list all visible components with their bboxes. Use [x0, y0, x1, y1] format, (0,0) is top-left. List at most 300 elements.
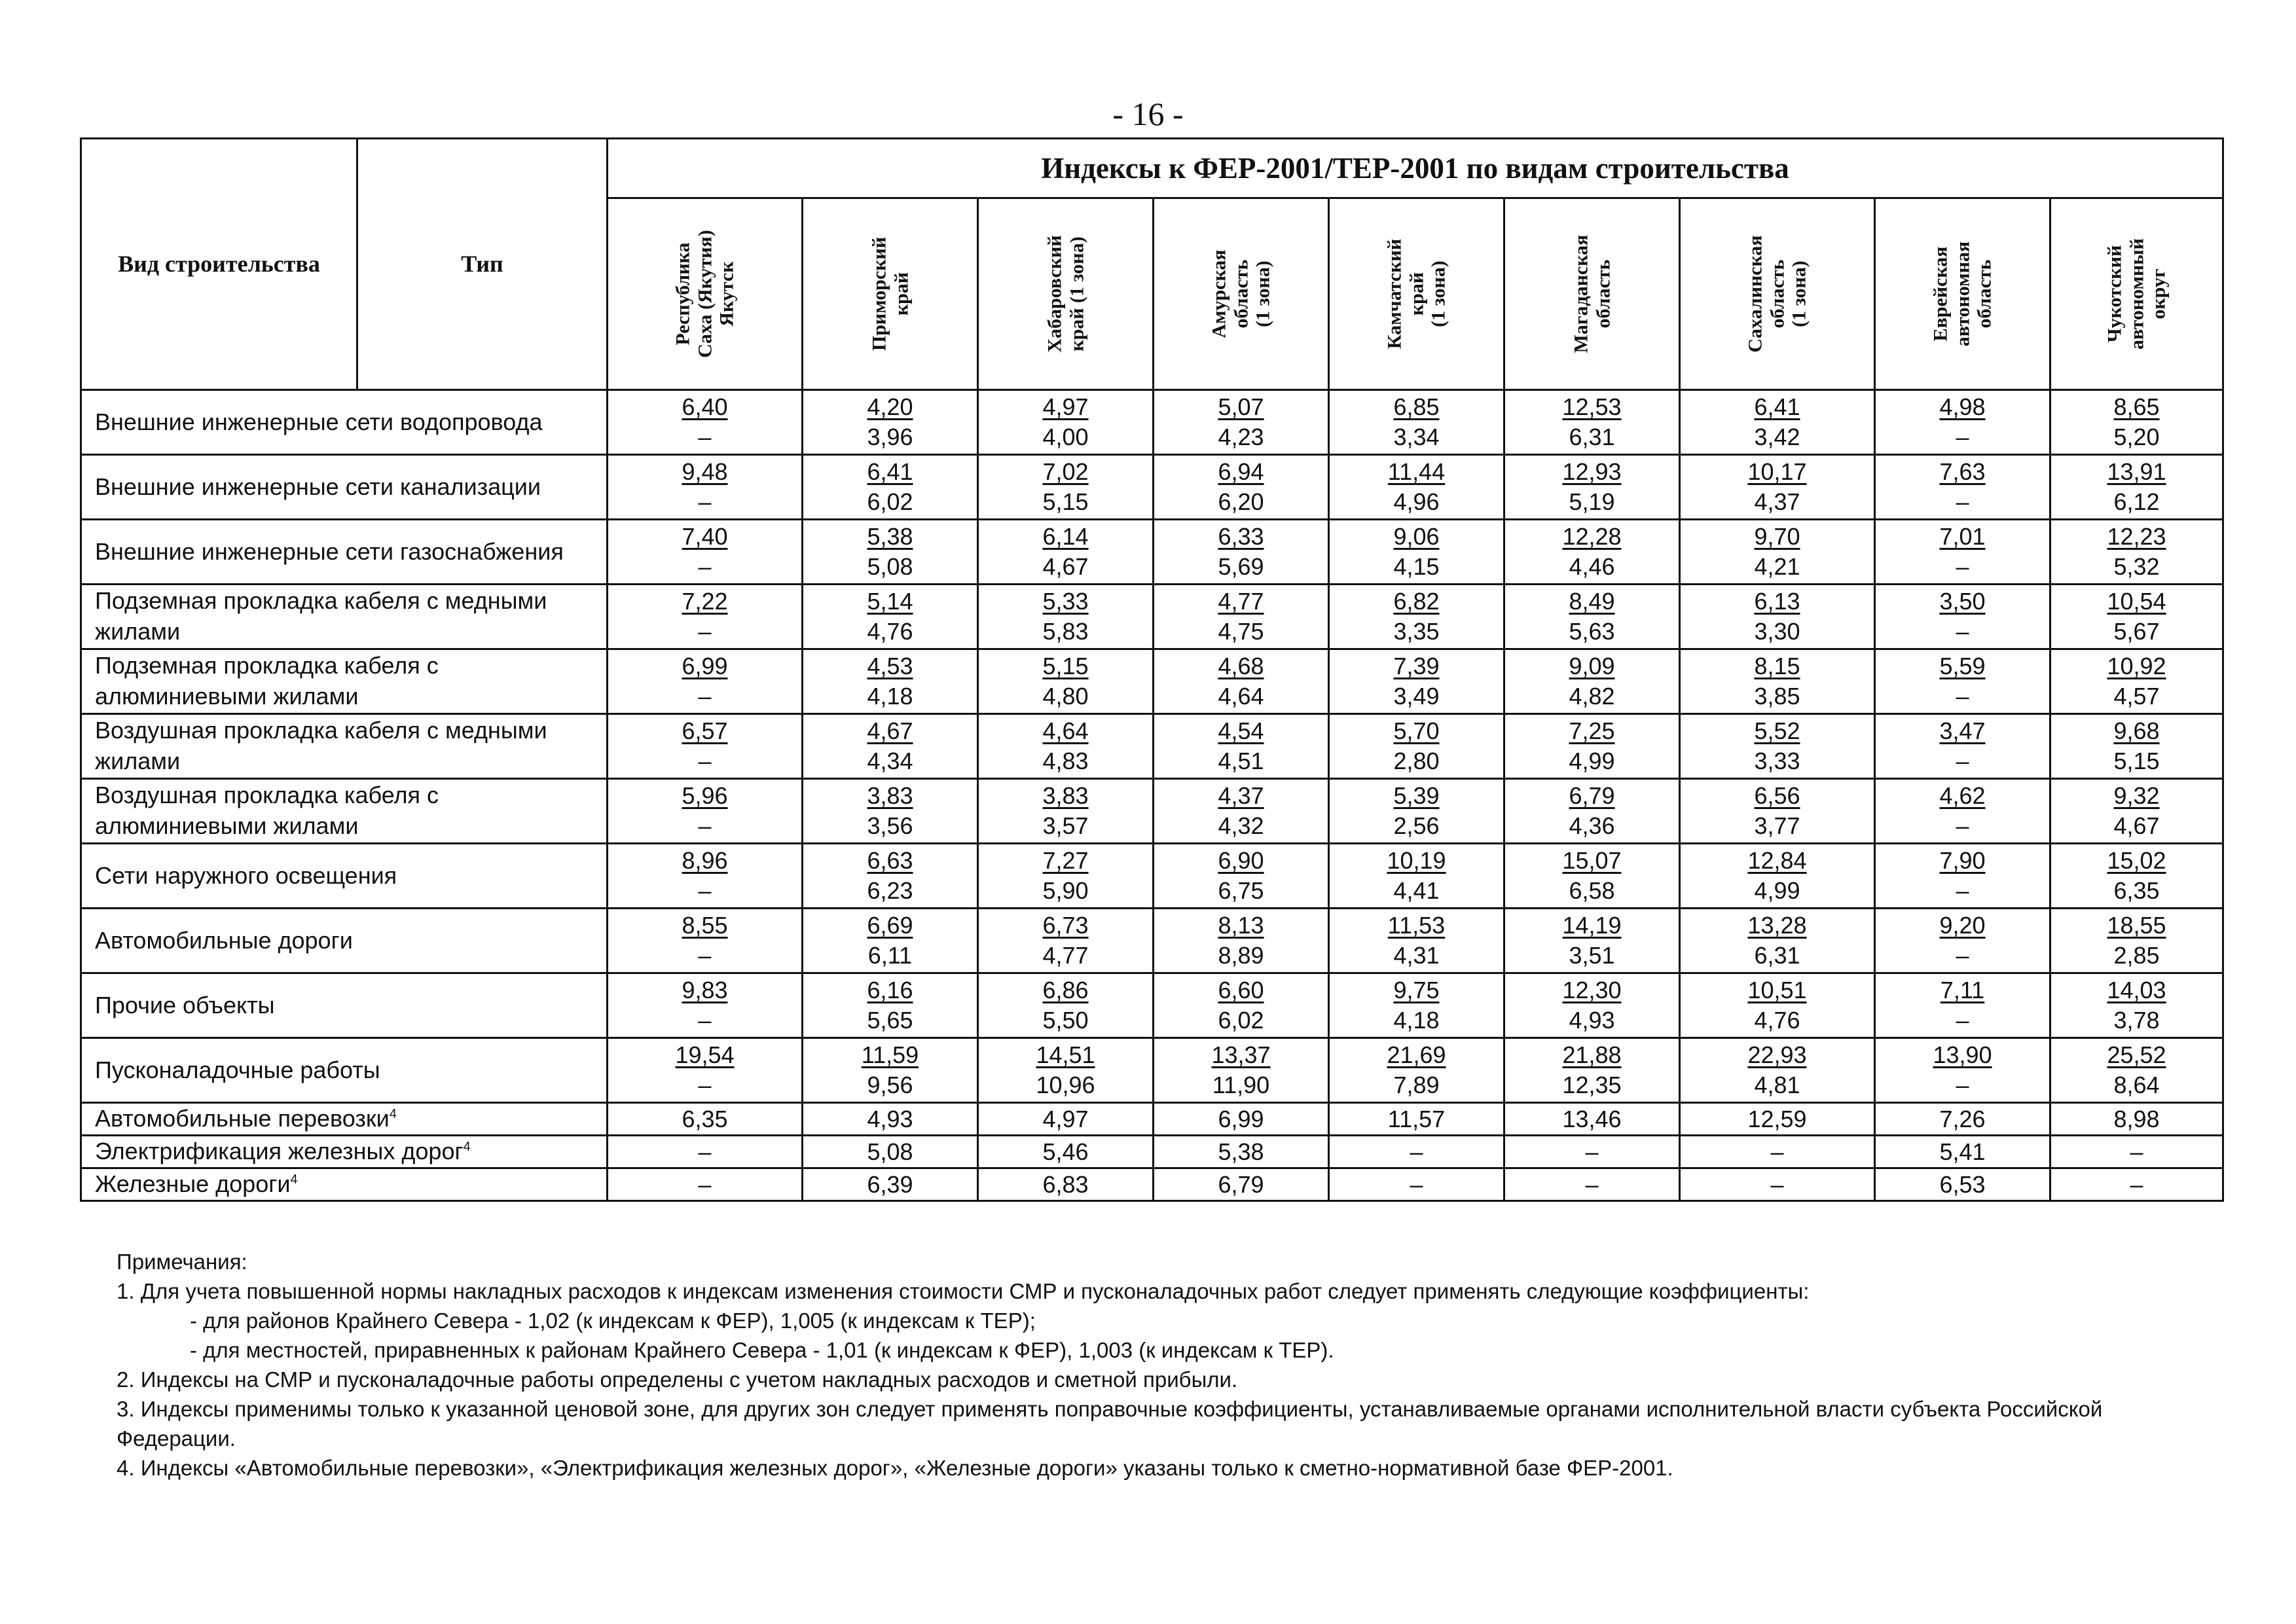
index-cell — [608, 714, 803, 779]
index-cell — [1329, 909, 1504, 973]
row-label — [81, 1136, 608, 1168]
index-ter-value: 5,83 — [1042, 618, 1089, 645]
index-cell — [1504, 909, 1680, 973]
index-cell — [978, 779, 1154, 844]
index-cell — [1875, 1168, 2050, 1201]
region-header — [1329, 198, 1504, 390]
index-value: 5,38 — [1218, 1138, 1264, 1165]
row-label — [81, 973, 608, 1038]
index-fer-value: 8,15 — [1754, 653, 1800, 679]
index-fer-value: 6,94 — [1218, 458, 1264, 485]
index-fer-value: 25,52 — [2107, 1041, 2166, 1068]
index-cell — [1680, 844, 1875, 909]
index-cell — [803, 1136, 978, 1168]
index-cell — [1680, 1168, 1875, 1201]
index-fer-value: 5,07 — [1218, 393, 1264, 420]
region-header — [803, 198, 978, 390]
index-cell — [978, 973, 1154, 1038]
region-header-label: Амурская область (1 зона) — [1208, 249, 1274, 338]
index-cell — [1329, 649, 1504, 714]
index-cell — [2050, 779, 2223, 844]
index-fer-value: 10,92 — [2107, 653, 2166, 679]
index-cell — [2050, 390, 2223, 455]
index-ter-value: 6,23 — [867, 877, 913, 904]
index-fer-value: 5,14 — [867, 588, 913, 615]
index-value: 5,46 — [1042, 1138, 1089, 1165]
index-fer-value: 6,86 — [1042, 977, 1089, 1003]
row-label-text: Автомобильные перевозки — [95, 1105, 390, 1132]
region-header-label: Приморский край — [867, 236, 912, 352]
index-fer-value: 4,64 — [1042, 717, 1089, 744]
index-cell — [1680, 390, 1875, 455]
index-fer-value: 4,67 — [867, 717, 913, 744]
index-fer-value: 6,79 — [1569, 782, 1615, 809]
row-label-text: Пусконаладочные работы — [95, 1056, 380, 1083]
header-kind: Вид строительства — [81, 139, 357, 390]
index-cell — [803, 779, 978, 844]
index-fer-value: 12,30 — [1562, 977, 1622, 1003]
index-ter-value: – — [1956, 812, 1969, 839]
index-ter-value: – — [698, 812, 712, 839]
index-value: 6,83 — [1042, 1170, 1089, 1198]
index-ter-value: 6,02 — [867, 488, 913, 515]
index-ter-value: – — [698, 877, 712, 904]
index-cell — [1329, 1168, 1504, 1201]
index-cell — [803, 585, 978, 649]
index-ter-value: 4,81 — [1754, 1072, 1800, 1098]
index-ter-value: 4,21 — [1754, 553, 1800, 580]
index-fer-value: 9,06 — [1393, 523, 1440, 550]
index-ter-value: 4,57 — [2113, 683, 2160, 710]
index-fer-value: 8,49 — [1569, 588, 1615, 615]
index-value: – — [698, 1138, 712, 1165]
index-ter-value: 4,96 — [1393, 488, 1440, 515]
table-row — [81, 973, 2223, 1038]
index-fer-value: 6,16 — [867, 977, 913, 1003]
index-cell — [1154, 779, 1329, 844]
index-cell — [1504, 585, 1680, 649]
index-fer-value: 6,14 — [1042, 523, 1089, 550]
page-number: - 16 - — [1112, 96, 1184, 132]
index-cell — [1680, 1038, 1875, 1103]
row-label — [81, 1038, 608, 1103]
index-ter-value: 6,58 — [1569, 877, 1615, 904]
index-ter-value: 9,56 — [867, 1072, 913, 1098]
index-ter-value: 12,35 — [1562, 1072, 1622, 1098]
index-ter-value: 5,08 — [867, 553, 913, 580]
index-ter-value: 4,15 — [1393, 553, 1440, 580]
index-cell — [1875, 520, 2050, 585]
index-cell — [608, 1168, 803, 1201]
index-ter-value: 4,00 — [1042, 424, 1089, 450]
row-label — [81, 779, 608, 844]
index-cell — [1504, 455, 1680, 520]
index-cell — [1329, 1038, 1504, 1103]
index-fer-value: 3,47 — [1939, 717, 1986, 744]
region-header — [1504, 198, 1680, 390]
index-cell — [608, 1103, 803, 1136]
index-cell — [803, 1103, 978, 1136]
row-label-text: Прочие объекты — [95, 991, 275, 1019]
header-main-title: Индексы к ФЕР-2001/ТЕР-2001 по видам строительства — [608, 139, 2223, 198]
index-cell — [1504, 844, 1680, 909]
index-value: 4,93 — [867, 1105, 913, 1132]
region-header-label: Сахалинская область (1 зона) — [1744, 235, 1810, 353]
index-ter-value: – — [698, 424, 712, 450]
index-ter-value: 4,37 — [1754, 488, 1800, 515]
row-label — [81, 714, 608, 779]
index-cell — [1154, 649, 1329, 714]
index-ter-value: – — [1956, 1007, 1969, 1034]
index-value: 6,53 — [1939, 1170, 1986, 1198]
index-fer-value: 12,23 — [2107, 523, 2166, 550]
index-cell — [1504, 779, 1680, 844]
index-ter-value: 4,76 — [1754, 1007, 1800, 1034]
index-cell — [1680, 779, 1875, 844]
index-cell — [1154, 844, 1329, 909]
index-ter-value: – — [698, 1072, 712, 1098]
index-cell — [1680, 520, 1875, 585]
index-cell — [608, 779, 803, 844]
index-cell — [1154, 1038, 1329, 1103]
index-ter-value: 3,35 — [1393, 618, 1440, 645]
index-cell — [1875, 1038, 2050, 1103]
index-ter-value: – — [1956, 877, 1969, 904]
index-ter-value: – — [698, 748, 712, 774]
region-header-label: Магаданская область — [1569, 234, 1614, 353]
index-ter-value: 4,83 — [1042, 748, 1089, 774]
index-ter-value: 3,30 — [1754, 618, 1800, 645]
index-cell — [608, 649, 803, 714]
index-fer-value: 13,28 — [1747, 912, 1807, 939]
note-2: 2. Индексы на СМР и пусконаладочные работы определены с учетом накладных расходов и сметной прибыли. — [117, 1367, 1238, 1392]
index-cell — [978, 1136, 1154, 1168]
index-value: 4,97 — [1042, 1105, 1089, 1132]
index-fer-value: 12,84 — [1747, 847, 1807, 874]
index-fer-value: 14,03 — [2107, 977, 2166, 1003]
index-fer-value: 3,83 — [1042, 782, 1089, 809]
region-header — [978, 198, 1154, 390]
index-ter-value: 10,96 — [1036, 1072, 1095, 1098]
index-ter-value: 6,12 — [2113, 488, 2160, 515]
index-fer-value: 6,57 — [682, 717, 728, 744]
index-fer-value: 4,53 — [867, 653, 913, 679]
index-ter-value: 4,18 — [1393, 1007, 1440, 1034]
index-cell — [1680, 909, 1875, 973]
index-cell — [2050, 714, 2223, 779]
region-header — [1875, 198, 2050, 390]
index-ter-value: 3,34 — [1393, 424, 1440, 450]
index-ter-value: 2,56 — [1393, 812, 1440, 839]
index-value: – — [1770, 1170, 1784, 1198]
index-fer-value: 4,77 — [1218, 588, 1264, 615]
index-cell — [2050, 520, 2223, 585]
index-cell — [2050, 909, 2223, 973]
index-cell — [1680, 649, 1875, 714]
index-fer-value: 12,53 — [1562, 393, 1622, 420]
notes — [117, 1247, 2212, 1483]
index-cell — [608, 909, 803, 973]
index-fer-value: 12,93 — [1562, 458, 1622, 485]
index-ter-value: – — [1956, 942, 1969, 969]
index-cell — [608, 844, 803, 909]
index-cell — [1680, 1136, 1875, 1168]
index-value: – — [1585, 1170, 1599, 1198]
index-ter-value: 4,36 — [1569, 812, 1615, 839]
index-ter-value: 4,80 — [1042, 683, 1089, 710]
index-cell — [1504, 390, 1680, 455]
note-1a: - для районов Крайнего Севера - 1,02 (к индексам к ФЕР), 1,005 (к индексам к ТЕР); — [190, 1308, 1036, 1333]
index-ter-value: 5,20 — [2113, 424, 2160, 450]
index-cell — [1154, 455, 1329, 520]
index-ter-value: 4,31 — [1393, 942, 1440, 969]
index-ter-value: – — [698, 683, 712, 710]
table-row — [81, 1038, 2223, 1103]
index-fer-value: 9,75 — [1393, 977, 1440, 1003]
index-fer-value: 4,62 — [1939, 782, 1986, 809]
index-fer-value: 8,65 — [2113, 393, 2160, 420]
row-label — [81, 649, 608, 714]
row-label-text: Воздушная прокладка кабеля с алюминиевыми жилами — [95, 782, 439, 839]
index-ter-value: 3,49 — [1393, 683, 1440, 710]
index-cell — [608, 455, 803, 520]
index-cell — [608, 1038, 803, 1103]
index-ter-value: 4,67 — [2113, 812, 2160, 839]
index-ter-value: 6,31 — [1569, 424, 1615, 450]
index-fer-value: 21,88 — [1562, 1041, 1622, 1068]
index-cell — [1504, 714, 1680, 779]
index-ter-value: 8,64 — [2113, 1072, 2160, 1098]
index-fer-value: 9,83 — [682, 977, 728, 1003]
index-cell — [2050, 1038, 2223, 1103]
index-cell — [1154, 585, 1329, 649]
index-ter-value: 4,75 — [1218, 618, 1264, 645]
region-header — [2050, 198, 2223, 390]
index-cell — [1154, 520, 1329, 585]
index-ter-value: 5,50 — [1042, 1007, 1089, 1034]
index-cell — [2050, 455, 2223, 520]
index-fer-value: 6,85 — [1393, 393, 1440, 420]
table-row — [81, 649, 2223, 714]
index-cell — [1329, 714, 1504, 779]
index-cell — [2050, 585, 2223, 649]
index-fer-value: 6,63 — [867, 847, 913, 874]
index-cell — [978, 1103, 1154, 1136]
index-cell — [978, 649, 1154, 714]
region-header — [608, 198, 803, 390]
index-ter-value: 4,99 — [1569, 748, 1615, 774]
index-cell — [978, 1038, 1154, 1103]
index-value: 6,99 — [1218, 1105, 1264, 1132]
index-cell — [1504, 1168, 1680, 1201]
index-cell — [978, 390, 1154, 455]
index-ter-value: 2,80 — [1393, 748, 1440, 774]
index-cell — [1680, 973, 1875, 1038]
index-fer-value: 10,17 — [1747, 458, 1807, 485]
table-row — [81, 520, 2223, 585]
index-cell — [1680, 714, 1875, 779]
index-fer-value: 7,40 — [682, 523, 728, 550]
index-fer-value: 9,68 — [2113, 717, 2160, 744]
row-label-text: Автомобильные дороги — [95, 926, 353, 954]
index-cell — [1154, 390, 1329, 455]
index-ter-value: 8,89 — [1218, 942, 1264, 969]
index-fer-value: 6,69 — [867, 912, 913, 939]
index-cell — [608, 585, 803, 649]
index-cell — [978, 844, 1154, 909]
index-fer-value: 9,48 — [682, 458, 728, 485]
index-fer-value: 4,54 — [1218, 717, 1264, 744]
index-fer-value: 6,40 — [682, 393, 728, 420]
index-fer-value: 5,59 — [1939, 653, 1986, 679]
index-value: 6,39 — [867, 1170, 913, 1198]
index-value: – — [1410, 1170, 1423, 1198]
table-row — [81, 390, 2223, 455]
row-label — [81, 585, 608, 649]
index-cell — [608, 520, 803, 585]
row-label-text: Внешние инженерные сети канализации — [95, 473, 541, 500]
index-fer-value: 15,07 — [1562, 847, 1622, 874]
index-ter-value: 3,77 — [1754, 812, 1800, 839]
row-label — [81, 520, 608, 585]
table-header — [81, 139, 2223, 390]
index-fer-value: 13,91 — [2107, 458, 2166, 485]
row-label-text: Электрификация железных дорог — [95, 1138, 464, 1165]
index-cell — [1329, 585, 1504, 649]
index-cell — [1875, 649, 2050, 714]
index-fer-value: 6,90 — [1218, 847, 1264, 874]
index-ter-value: 4,64 — [1218, 683, 1264, 710]
index-cell — [1154, 909, 1329, 973]
table-row — [81, 1136, 2223, 1168]
index-fer-value: 7,02 — [1042, 458, 1089, 485]
row-label — [81, 455, 608, 520]
index-cell — [608, 390, 803, 455]
index-fer-value: 4,68 — [1218, 653, 1264, 679]
index-ter-value: 3,51 — [1569, 942, 1615, 969]
index-ter-value: 6,02 — [1218, 1007, 1264, 1034]
index-value: 12,59 — [1747, 1105, 1807, 1132]
table-row — [81, 779, 2223, 844]
index-ter-value: 5,69 — [1218, 553, 1264, 580]
region-header-label: Хабаровский край (1 зона) — [1043, 235, 1087, 353]
index-ter-value: 4,34 — [867, 748, 913, 774]
index-cell — [1154, 973, 1329, 1038]
index-fer-value: 11,53 — [1387, 912, 1446, 939]
index-fer-value: 7,11 — [1940, 977, 1985, 1003]
index-fer-value: 13,90 — [1933, 1041, 1992, 1068]
index-cell — [1680, 1103, 1875, 1136]
index-cell — [803, 844, 978, 909]
index-fer-value: 4,97 — [1042, 393, 1089, 420]
index-fer-value: 7,39 — [1393, 653, 1440, 679]
index-ter-value: 5,63 — [1569, 618, 1615, 645]
index-cell — [1875, 844, 2050, 909]
index-fer-value: 14,19 — [1562, 912, 1622, 939]
index-ter-value: 2,85 — [2113, 942, 2160, 969]
index-ter-value: – — [1956, 1072, 1969, 1098]
index-cell — [1329, 973, 1504, 1038]
row-label-text: Воздушная прокладка кабеля с медными жилами — [95, 717, 547, 774]
index-fer-value: 7,90 — [1939, 847, 1986, 874]
index-fer-value: 4,37 — [1218, 782, 1264, 809]
index-fer-value: 11,59 — [861, 1041, 919, 1068]
index-cell — [1504, 1038, 1680, 1103]
index-ter-value: 4,23 — [1218, 424, 1264, 450]
index-ter-value: 4,99 — [1754, 877, 1800, 904]
index-cell — [1154, 714, 1329, 779]
index-fer-value: 22,93 — [1747, 1041, 1807, 1068]
index-fer-value: 10,54 — [2107, 588, 2166, 615]
index-fer-value: 9,32 — [2113, 782, 2160, 809]
index-ter-value: – — [698, 1007, 712, 1034]
index-fer-value: 5,38 — [867, 523, 913, 550]
index-cell — [1875, 390, 2050, 455]
footnote-mark: 4 — [463, 1140, 471, 1155]
index-fer-value: 6,13 — [1754, 588, 1800, 615]
index-ter-value: 3,33 — [1754, 748, 1800, 774]
index-cell — [803, 1168, 978, 1201]
table-body — [81, 390, 2223, 1201]
row-label — [81, 909, 608, 973]
region-header — [1154, 198, 1329, 390]
index-value: – — [2130, 1138, 2143, 1165]
index-fer-value: 7,27 — [1042, 847, 1089, 874]
index-ter-value: 5,90 — [1042, 877, 1089, 904]
index-value: 7,26 — [1939, 1105, 1986, 1132]
index-value: 5,41 — [1939, 1138, 1986, 1165]
index-ter-value: 3,78 — [2113, 1007, 2160, 1034]
region-header — [1680, 198, 1875, 390]
index-value: – — [1585, 1138, 1599, 1165]
index-fer-value: 6,33 — [1218, 523, 1264, 550]
index-fer-value: 9,09 — [1569, 653, 1615, 679]
index-fer-value: 5,70 — [1393, 717, 1440, 744]
table-row — [81, 909, 2223, 973]
index-cell — [2050, 649, 2223, 714]
index-cell — [978, 585, 1154, 649]
index-cell — [1504, 1136, 1680, 1168]
table-row — [81, 1168, 2223, 1201]
index-ter-value: 3,57 — [1042, 812, 1089, 839]
index-cell — [1504, 649, 1680, 714]
index-ter-value: 6,11 — [867, 942, 913, 969]
index-fer-value: 12,28 — [1562, 523, 1622, 550]
index-ter-value: – — [1956, 748, 1969, 774]
index-cell — [1154, 1136, 1329, 1168]
row-label — [81, 844, 608, 909]
index-cell — [2050, 973, 2223, 1038]
index-cell — [1504, 520, 1680, 585]
index-cell — [1329, 455, 1504, 520]
index-ter-value: 4,93 — [1569, 1007, 1615, 1034]
region-header-label: Камчатский край (1 зона) — [1383, 238, 1449, 350]
table-row — [81, 714, 2223, 779]
index-fer-value: 10,19 — [1387, 847, 1446, 874]
index-value: – — [1770, 1138, 1784, 1165]
index-cell — [1154, 1103, 1329, 1136]
index-cell — [1875, 909, 2050, 973]
row-label-text: Подземная прокладка кабеля с алюминиевыми жилами — [95, 652, 439, 710]
index-cell — [1329, 1103, 1504, 1136]
index-ter-value: 7,89 — [1393, 1072, 1440, 1098]
index-cell — [1504, 973, 1680, 1038]
footnote-mark: 4 — [389, 1107, 397, 1122]
index-fer-value: 5,39 — [1393, 782, 1440, 809]
index-fer-value: 14,51 — [1036, 1041, 1095, 1068]
index-cell — [978, 520, 1154, 585]
index-cell — [1329, 1136, 1504, 1168]
